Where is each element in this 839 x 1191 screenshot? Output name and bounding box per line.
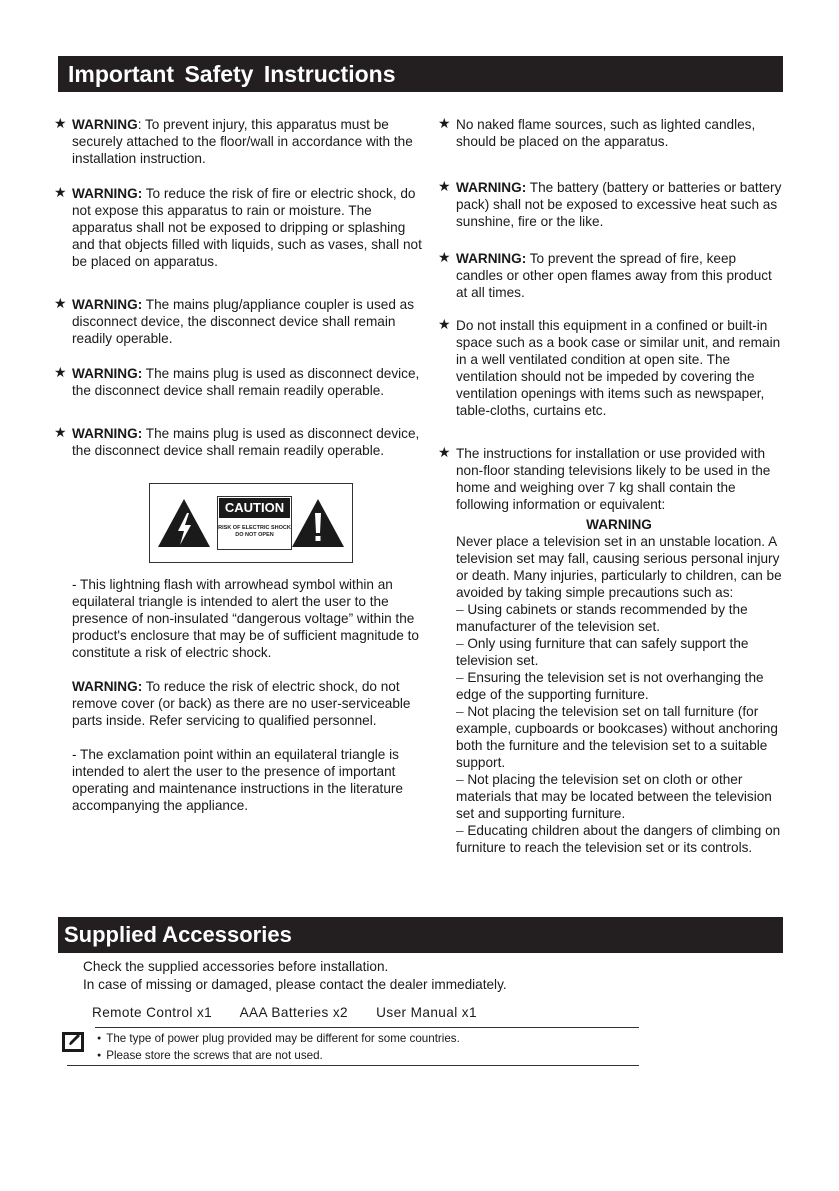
exclamation-description: - The exclamation point within an equilateral triangle is intended to alert the user to the presence of important operating and maintenance instructions in the literature accompanying the appliance.: [72, 747, 403, 813]
right-item-4: ★ Do not install this equipment in a confined or built-in space such as a book case or similar unit, and remain in a well ventilated condition at open site. The ventilation should not be impeded by covering the ventilation openings with items such as newspaper, table-cloths, curtains etc.: [438, 316, 781, 418]
lightning-warning-icon: [156, 497, 212, 549]
left-item-5: ★ WARNING: The mains plug is used as disconnect device, the disconnect device shall remain readily operable.: [54, 424, 420, 458]
right-item-1: ★ No naked flame sources, such as lighted candles, should be placed on the apparatus.: [438, 115, 756, 149]
star-icon: ★: [438, 178, 451, 194]
left-item-2: ★ WARNING: To reduce the risk of fire or electric shock, do not expose this apparatus to rain or moisture. The apparatus shall not be exposed to dripping or splashing and that objects filled with liquids, such as vases, shall not be placed on apparatus.: [54, 184, 422, 269]
note-pencil-icon: [61, 1031, 85, 1053]
accessories-line-2: In case of missing or damaged, please contact the dealer immediately.: [83, 977, 507, 992]
right-column: [438, 116, 782, 856]
star-icon: ★: [438, 316, 451, 332]
tv-precaution-1: – Using cabinets or stands recommended by the manufacturer of the television set.: [456, 602, 748, 634]
cover-warning: WARNING: To reduce the risk of electric shock, do not remove cover (or back) as there are no user-serviceable parts inside. Refer servicing to qualified personnel.: [72, 679, 411, 728]
left-item-1: ★ WARNING: To prevent injury, this apparatus must be securely attached to the floor/wall in accordance with the installation instruction.: [54, 115, 413, 166]
left-column: [54, 116, 426, 814]
star-icon: ★: [54, 115, 67, 131]
tv-precaution-5: – Not placing the television set on cloth or other materials that may be located between the television set and supporting furniture.: [456, 772, 772, 821]
accessories-title-banner: [58, 917, 783, 953]
star-icon: ★: [54, 424, 67, 440]
star-icon: ★: [54, 364, 67, 380]
star-icon: ★: [438, 249, 451, 265]
caution-title: CAUTION: [219, 498, 290, 518]
accessory-batteries: AAA Batteries x2: [239, 1005, 348, 1020]
note-divider-bottom: [67, 1065, 639, 1066]
safety-title: Important Safety Instructions: [68, 61, 396, 87]
right-item-2: ★ WARNING: The battery (battery or batteries or battery pack) shall not be exposed to excessive heat such as sunshine, fire or the like.: [438, 178, 782, 229]
note-power-plug: ● The type of power plug provided may be different for some countries.: [97, 1032, 460, 1048]
tv-precaution-4: – Not placing the television set on tall furniture (for example, cupboards or bookcases) without anchoring both the furniture and the television set to a suitable support.: [456, 704, 778, 770]
tv-warning-intro: Never place a television set in an unstable location. A television set may fall, causing serious personal injury or death. Many injuries, particularly to children, can be avoided by taking simple precautions such as:: [456, 534, 782, 600]
lightning-description: - This lightning flash with arrowhead symbol within an equilateral triangle is intended to alert the user to the presence of non-insulated “dangerous voltage” within the product's enclosure that may be of sufficient magnitude to constitute a risk of electric shock.: [72, 577, 419, 660]
star-icon: ★: [438, 444, 451, 460]
tv-precaution-3: – Ensuring the television set is not overhanging the edge of the supporting furniture.: [456, 670, 764, 702]
star-icon: ★: [54, 184, 67, 200]
accessories-list: [92, 1004, 501, 1021]
accessories-line-1: Check the supplied accessories before installation.: [83, 959, 389, 974]
right-item-3: ★ WARNING: To prevent the spread of fire, keep candles or other open flames away from this product at all times.: [438, 249, 772, 300]
tv-precaution-2: – Only using furniture that can safely support the television set.: [456, 636, 749, 668]
caution-sub-1: RISK OF ELECTRIC SHOCK: [218, 525, 291, 531]
star-icon: ★: [54, 295, 67, 311]
accessory-remote-control: Remote Control x1: [92, 1005, 213, 1020]
tv-warning-title: WARNING: [586, 517, 652, 532]
left-item-3: ★ WARNING: The mains plug/appliance coupler is used as disconnect device, the disconnect device shall remain readily operable.: [54, 295, 415, 346]
caution-label: [217, 496, 292, 550]
accessory-user-manual: User Manual x1: [376, 1005, 477, 1020]
caution-symbol-box: [149, 483, 353, 563]
note-divider-top: [95, 1027, 639, 1028]
left-item-4: ★ WARNING: The mains plug is used as disconnect device, the disconnect device shall remain readily operable.: [54, 364, 420, 398]
note-screws: ● Please store the screws that are not used.: [97, 1049, 323, 1065]
safety-title-banner: [58, 56, 783, 92]
caution-sub-2: DO NOT OPEN: [235, 532, 274, 538]
exclamation-warning-icon: [290, 497, 346, 549]
right-item-5: ★ The instructions for installation or use provided with non-floor standing televisions likely to be used in the home and weighing over 7 kg shall contain the following information or equivalent:: [438, 444, 771, 512]
star-icon: ★: [438, 115, 451, 131]
accessories-title: Supplied Accessories: [64, 922, 292, 947]
tv-precaution-6: – Educating children about the dangers of climbing on furniture to reach the television set or its controls.: [456, 823, 781, 855]
